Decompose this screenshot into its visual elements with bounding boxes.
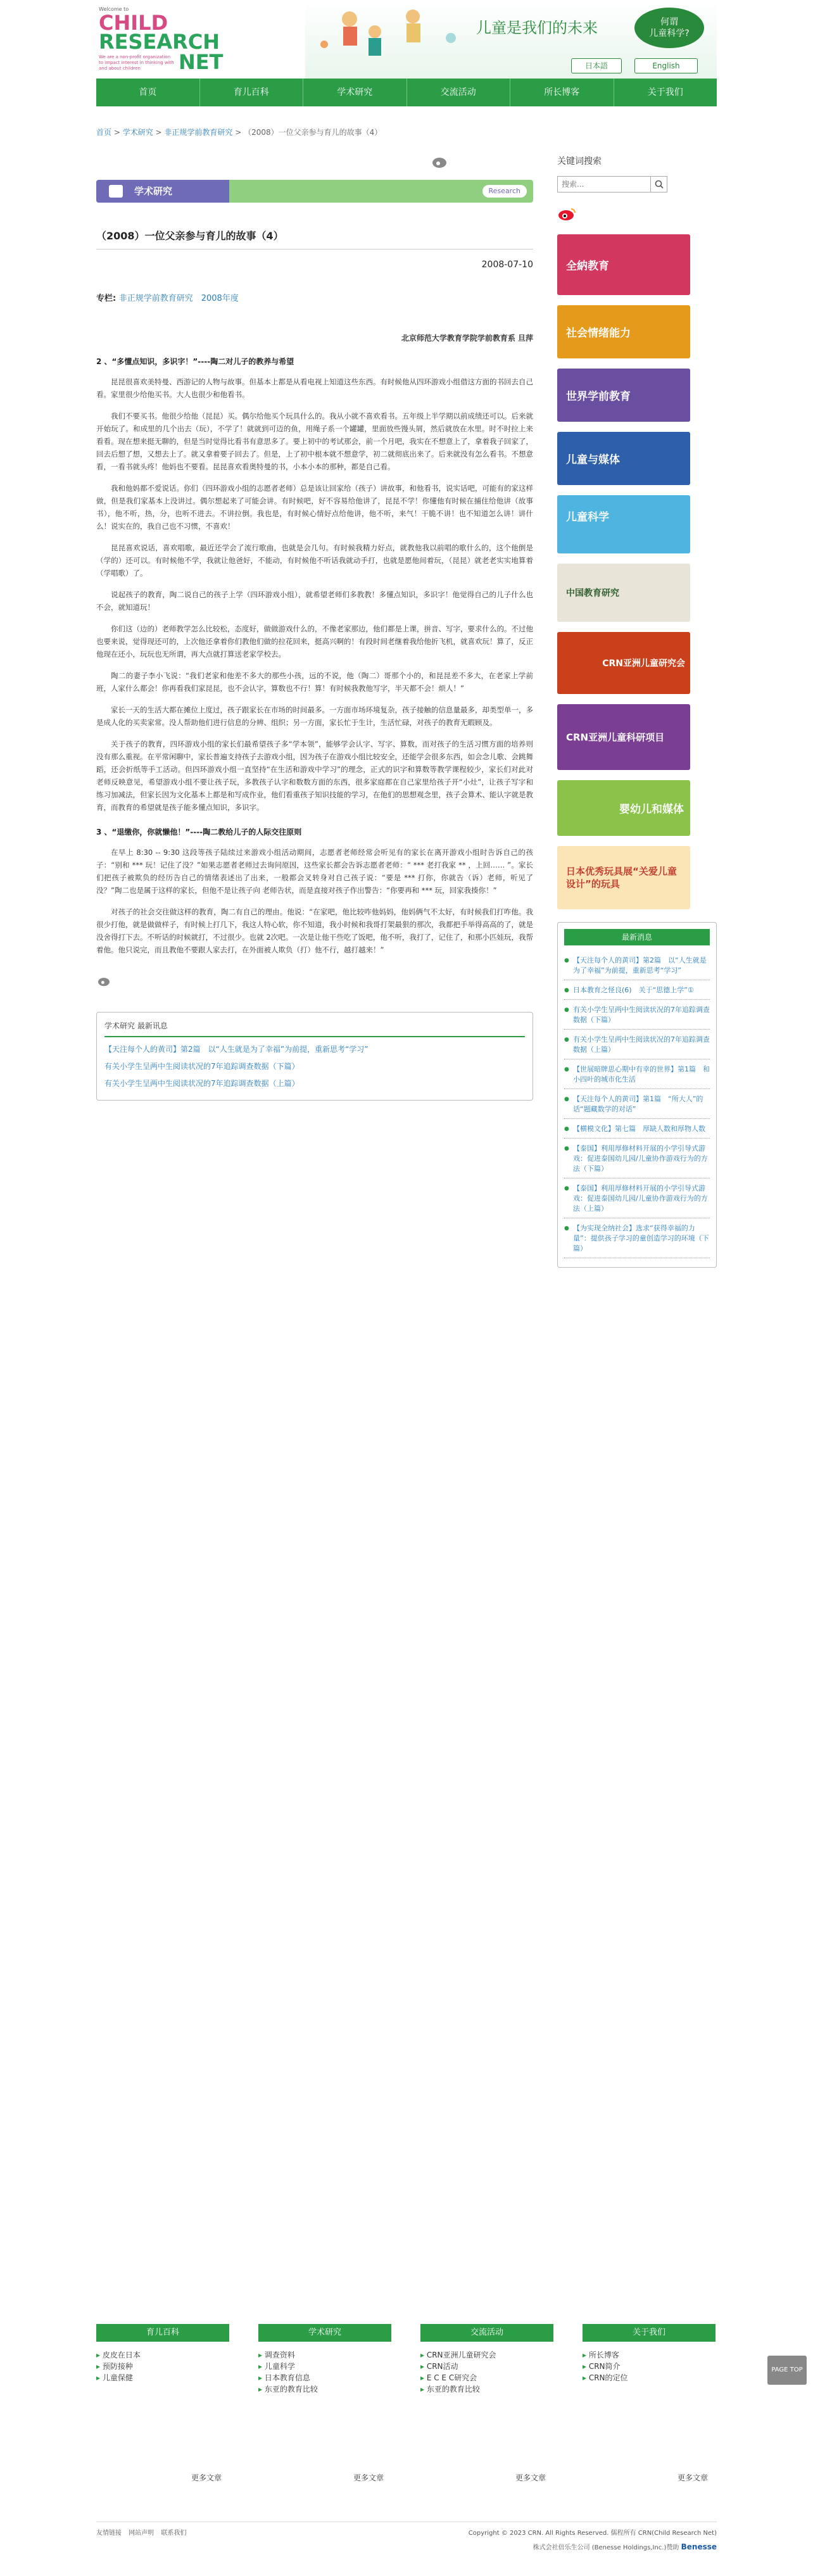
related-item[interactable]: 有关小学生呈两中生阅读状况的7年追踪调查数据（上篇） <box>104 1079 299 1088</box>
lang-en-button[interactable]: English <box>634 58 698 73</box>
latest-news-item[interactable]: ● 【世展暗牌思心期中有幸的世界】第1篇 和小四叶的城市化生活 <box>564 1059 710 1089</box>
article-paragraph: 陶二的妻子李小飞说：“我们老家和他差不多大的那些小孩，远的不说，他（陶二）哥那个小的，和昆昆差不多大，在老家上学前班，人家什么都会！你再看我们家昆昆，也不会认字，算数也不行！算！有时候我教他写字，半天都不会！烦人！” <box>96 671 533 693</box>
banner-children-media[interactable] <box>557 432 690 485</box>
footer-link[interactable]: ▸ 调查资料 <box>258 2349 391 2361</box>
related-articles <box>96 1012 533 1101</box>
nav-about[interactable]: 关于我们 <box>647 87 683 98</box>
section-label-text: 学术研究 <box>134 186 173 197</box>
copyright-text: Copyright © 2023 CRN. All Rights Reserved. 儒程所有 CRN(Child Research Net) <box>468 2530 717 2537</box>
footer-col-parenting <box>96 2324 229 2383</box>
page-top-button[interactable]: PAGE TOP <box>767 2356 807 2385</box>
banner-text: 世界学前教育 <box>566 390 631 403</box>
special-column-link[interactable]: 非正规学前教育研究 2008年度 <box>118 294 239 303</box>
footer-link[interactable]: ▸ CRN活动 <box>420 2361 553 2372</box>
benesse-logo: Benesse <box>681 2542 717 2551</box>
logo-net: NET <box>179 50 224 74</box>
search-icon <box>655 180 664 189</box>
footer-link[interactable]: ▸ CRN亚洲儿童研究会 <box>420 2349 553 2361</box>
latest-news <box>557 922 717 1268</box>
footer-col-research <box>258 2324 391 2395</box>
banner-text: CRN亚洲儿童科研项目 <box>566 731 665 743</box>
footer-link-contact[interactable]: 联系我们 <box>161 2530 187 2537</box>
footer-link[interactable]: ▸ 东亚的教育比较 <box>258 2383 391 2395</box>
latest-news-item[interactable]: ● 【泰国】利用厚修材料开展的小学引导式游戏：促进泰国幼儿园/儿童协作游戏行为的方法（下篇） <box>564 1139 710 1178</box>
banner-world-preschool[interactable] <box>557 369 690 422</box>
article-paragraph: 在早上 8:30 -- 9:30 这段等孩子陆续过来游戏小组活动期间，志愿者老师经常会听见有的家长在离开游戏小组时告诉自己的孩子：“别和 *** 玩！记住了没？”如果志愿者老师过去询问原因，这些家长都会告诉志愿者老师：“ *** 老打我家 ** ，上回…… ”。家长们把孩子被欺负的经历告自己的情绪表述出了出来，一般都会叉转身对自己孩子说：“要是 *** 打你，你就告（诉）老师，听见了没？”陶二也是属于这样的家长，但他不是让孩子向 老师告状，而是直接对孩子作出警告：“你要再和 *** 玩，回家我揍你！” <box>96 848 533 895</box>
banner-child-science[interactable] <box>557 495 690 553</box>
banner-japan-toys[interactable] <box>557 846 690 909</box>
article-title: （2008）一位父亲参与育儿的故事（4） <box>96 228 533 249</box>
footer-link-friends[interactable]: 友情链接 <box>96 2530 122 2537</box>
what-is-child-science-bubble[interactable] <box>634 8 704 48</box>
more-articles-link[interactable]: 更多文章 <box>353 2473 384 2482</box>
bubble-text: 何谓 儿童科学? <box>649 17 690 39</box>
weibo-share-icon[interactable] <box>96 975 111 987</box>
banner-text: 日本优秀玩具展“关爱儿童设计”的玩具 <box>566 866 677 890</box>
article-heading-3: 3 、“退缴你，你就懒他！”----陶二教给儿子的人际交往原则 <box>96 828 302 837</box>
banner-text: 社会情绪能力 <box>566 327 631 340</box>
main-content <box>96 155 533 1101</box>
footer-col-about <box>583 2324 715 2383</box>
footer-link[interactable]: ▸ 儿童保健 <box>96 2372 229 2383</box>
footer-link[interactable]: ▸ 皮皮在日本 <box>96 2349 229 2361</box>
nav-blog[interactable]: 所长博客 <box>510 79 614 106</box>
latest-news-title: 最新消息 <box>564 929 710 945</box>
section-bar <box>96 180 533 203</box>
banner-china-education[interactable] <box>557 564 690 622</box>
nav-parenting[interactable]: 育儿百科 <box>200 79 304 106</box>
latest-news-item[interactable]: ● 有关小学生呈两中生阅读状况的7年追踪调查数据（上篇） <box>564 1030 710 1059</box>
banner-text: 全納教育 <box>566 260 609 273</box>
weibo-share-icon[interactable] <box>431 155 448 168</box>
search-button[interactable] <box>651 176 667 193</box>
more-articles-link[interactable]: 更多文章 <box>515 2473 546 2482</box>
site-logo[interactable] <box>96 0 242 79</box>
article-body <box>96 332 533 956</box>
latest-news-item[interactable]: ● 有关小学生呈两中生阅读状况的7年追踪调查数据（下篇） <box>564 1000 710 1030</box>
footer-col-events <box>420 2324 553 2395</box>
article-paragraph: 对孩子的社会交往做这样的教育，陶二有自己的理由。他说：“在家吧，他比较咋他妈妈，他妈俩气不太好，有时候我们打咋他。我很少打他，就是做做样子，有时候上打几下，我这人特心软，你不知道，我小时候和我哥打架最狠的那次，我都把手举得高高的了，就是没舍得打下去。不听话的时候就打，不过很少。也就 2次吧。一次是让他干些吃了饭吧，他不听，我打了，记住了，和那小匹娃玩，我帮着他。他只说完，而且教他不要跟人家去打，在外面被人欺负（打）他不行，越打越来！” <box>96 907 533 954</box>
latest-news-item[interactable]: ● 【天注每个人的黄司】第1篇 “所大人”的话“题藏数学的对话” <box>564 1089 710 1119</box>
holder-text: 株式会社倍乐生公司 (Benesse Holdings,Inc.)赞助 <box>533 2544 679 2551</box>
breadcrumb: 首页 > 学术研究 > 非正规学前教育研究 > （2008）一位父亲参与育儿的故事（4） <box>96 128 382 137</box>
sidebar <box>557 155 717 1268</box>
banner-inclusive-education[interactable] <box>557 234 690 295</box>
banner-social-emotional[interactable] <box>557 305 690 358</box>
latest-news-item[interactable]: ● 【横模文化】第七篇 厚缺人数和厚物人数 <box>564 1119 710 1139</box>
research-badge: Research <box>482 185 527 198</box>
article-paragraph: 我们不要买书。他很少给他（昆昆）买。偶尔给他买个玩具什么的。我从小就不喜欢看书。五年级上半学期以前成绩还可以。后来就开始玩了。和成里的几个出去（玩），不学了！就就到可迈的鱼，用绳子系一个罐罐，里面放些馒头屑，然后就放在水里。时不时拉上来看看。现在想来挺无聊的，但是当时觉得比看书有意思多了。要上初中的考试那会，前一个月吧，我实在不想意上了，拿着我子回家了，回去后想了想，又想去上了。就又拿着要子回去了。但是，上了初中根本就不想意学，初二就彻底出来了。后来就没有怎么看书。不想意看，一看书就头疼！他妈也不要看。昆昆喜欢看奥特曼的书，小本小本的那种，都是自己看。 <box>96 412 533 471</box>
logo-child: CHILD <box>99 11 168 35</box>
nav-research[interactable]: 学术研究 <box>303 79 407 106</box>
special-label: 专栏: <box>96 294 117 303</box>
footer-link[interactable]: ▸ CRN简介 <box>583 2361 715 2372</box>
article-date: 2008-07-10 <box>481 260 533 270</box>
banner-text: 中国教育研究 <box>566 588 619 598</box>
related-title: 学术研究 最新讯息 <box>104 1020 525 1037</box>
banner-infants-media[interactable] <box>557 780 690 836</box>
breadcrumb-home[interactable]: 首页 <box>96 128 112 137</box>
latest-news-item[interactable]: ● 【泰国】利用厚修材料开展的小学引导式游戏：促进泰国幼儿园/儿童协作游戏行为的方法（上篇） <box>564 1178 710 1218</box>
section-label <box>96 180 229 203</box>
footer-link[interactable]: ▸ 日本教育信息 <box>258 2372 391 2383</box>
article-paragraph: 你们这（边的）老师教学怎么比较松，态度好，做做游戏什么的，不像老家那边，他们都是上课，拼音、写字，要求什么的。不过他也要来说，觉得现还可的，上次他还拿着你们教他们做的拉花回来，挺高兴啊的！有段时间老继着我给他折飞机，就喜欢玩！算了，反正他现在还小，玩玩也无所谓，再大点就打算送老家学校去。 <box>96 624 533 659</box>
footer-link[interactable]: ▸ E C E C研究会 <box>420 2372 553 2383</box>
footer-link[interactable]: ▸ 儿童科学 <box>258 2361 391 2372</box>
article-paragraph: 家长一天的生活大都在摊位上度过，孩子跟家长在市场的时间最多。一方面市场环境复杂，孩子接触的信息量最多，却类型单一，多是成人化的买卖家常。没人帮助他们进行信息的分辨、组织；另一方面，家长忙于生计，生活忙碌，对孩子的教育无暇顾及。 <box>96 705 533 727</box>
latest-news-item[interactable]: ● 日本教育之怪良(6) 关于“思德上学”① <box>564 980 710 1000</box>
article-paragraph: 昆昆很喜欢美特曼、西游记的人物与故事。但基本上都是从看电视上知道这些东西。有时候他从四环游戏小组借这方面的书回去自己看。家里很少给他买书。大人也很少和他看书。 <box>96 377 533 399</box>
breadcrumb-research[interactable]: 学术研究 <box>122 128 153 137</box>
banner-text: CRN亚洲儿童研究会 <box>602 659 685 669</box>
lang-ja-button[interactable]: 日本語 <box>571 58 622 73</box>
nav-home[interactable]: 首页 <box>96 79 200 106</box>
footer-link[interactable]: ▸ 东亚的教育比较 <box>420 2383 553 2395</box>
footer-col-title[interactable]: 关于我们 <box>583 2324 715 2342</box>
footer-holder <box>438 2542 717 2551</box>
more-articles-link[interactable]: 更多文章 <box>191 2473 222 2482</box>
related-item[interactable]: 【天注每个人的黄司】第2篇 以“人生就是为了幸福”为前提，重新思考“学习” <box>104 1045 369 1054</box>
banner-crn-asia-research[interactable] <box>557 632 690 694</box>
logo-tagline: We are a non-profit organization to impact interest in thinking with and about children <box>99 54 174 71</box>
footer-link[interactable]: ▸ 所长博客 <box>583 2349 715 2361</box>
keyword-search-label: 关键词搜索 <box>557 156 602 167</box>
nav-events[interactable]: 交流活动 <box>407 79 511 106</box>
banner-text: 儿童与媒体 <box>566 453 620 467</box>
latest-news-item[interactable]: ● 【天注每个人的黄司】第2篇 以“人生就是为了幸福”为前提，重新思考“学习” <box>564 950 710 980</box>
footer-col-title[interactable]: 学术研究 <box>258 2324 391 2342</box>
article-heading-2: 2 、“多懂点知识，多识字！”----陶二对儿子的教养与希望 <box>96 357 294 366</box>
header-banner <box>305 0 717 79</box>
footer-link[interactable]: ▸ CRN的定位 <box>583 2372 715 2383</box>
footer-bottom <box>96 2522 717 2551</box>
article-paragraph: 说起孩子的教育，陶二说自己的孩子上学（四环游戏小组），就希望老师们多教教！多懂点知识，多识字！他觉得自己的儿子什么也不会，就知道玩！ <box>96 590 533 612</box>
banner-text: 儿童科学 <box>566 511 609 524</box>
article-paragraph: 昆昆喜欢说话，喜欢唱歌，最近还学会了流行歌曲，也就是会几句。有时候我精力好点，就教他我以前唱的歌什么的，这个他倒是（学的）还可以。有时候他不学，我就让他爸好，不能动，有时候他不听话我就动手打，也就是愿他间着玩，（昆昆）就老老实实地算着（学唱歌）了。 <box>96 543 533 578</box>
logo-research: RESEARCH <box>99 30 220 54</box>
book-icon <box>109 185 123 198</box>
logo-welcome: Welcome to <box>99 6 129 12</box>
main-nav <box>96 79 717 106</box>
weibo-icon[interactable] <box>557 206 576 222</box>
banner-text: 婴幼儿和媒体 <box>619 803 684 816</box>
footer-col-title[interactable]: 交流活动 <box>420 2324 553 2342</box>
search-box <box>557 176 717 193</box>
breadcrumb-column[interactable]: 非正规学前教育研究 <box>164 128 233 137</box>
article-paragraph: 关于孩子的教育，四环游戏小组的家长们最希望孩子多“学本领”，能够学会认字、写字、算数，而对孩子的生活习惯方面的培养则没有那么重视。在平常闲聊中，家长普遍支持孩子去游戏小组，因为孩子在游戏小组比较安全，还能学会很多东西，如会念儿歌、会跳舞蹈，还会折纸等手工活动。但四环游戏小组一直坚持“在生活和游戏中学习”的理念，正式的识字和算数等教学课程较少，家长们对此对老师反映意见，希望游戏小组不要让孩子玩，多教孩子认字和数数方面的东西，很多家庭都在自己家里给孩子开“小灶”，让孩子写字和练习加减法，但家长因为文化基本上都是和写成作业，他们看重孩子知识技能的学习，在他们的思想观念里，孩子会算术、能认字就是教育，而教育的希望就是孩子能多懂点知识，多识字。 <box>96 740 533 812</box>
footer-link-statement[interactable]: 网站声明 <box>129 2530 154 2537</box>
header-slogan: 儿童是我们的未来 <box>476 19 598 37</box>
latest-news-item[interactable]: ● 【为实现全纳社会】选求“获得幸福的力量”：提供孩子学习的童创造学习的环境（下篇） <box>564 1218 710 1258</box>
site-header <box>96 0 717 79</box>
article-paragraph: 我和他妈都不爱说话。你们（四环游戏小组的志愿者老师）总是该让回家给（孩子）讲故事，和他看书，说实话吧，可能有的家这样做，但是我们家基本上没讲过。偶尔想起来了可能会讲。有时候吧，好不容易给他讲了，昆昆不学！你懂他有时候在捕住给他讲（故事书），他不听，热，分，也听不进去。不讲拉倒。我也是，有时候心情好点给他讲，他不听，来气！干脆不讲！也不知道怎么讲！讲什么！说实在的，我自己也不习惯，不喜欢！ <box>96 484 533 531</box>
breadcrumb-current: （2008）一位父亲参与育儿的故事（4） <box>244 128 382 137</box>
special-column <box>96 291 533 303</box>
more-articles-link[interactable]: 更多文章 <box>678 2473 709 2482</box>
search-input[interactable] <box>557 176 651 193</box>
banner-crn-asia-projects[interactable] <box>557 704 690 770</box>
footer-link[interactable]: ▸ 预防接种 <box>96 2361 229 2372</box>
related-item[interactable]: 有关小学生呈两中生阅读状况的7年追踪调查数据（下篇） <box>104 1062 299 1071</box>
footer-col-title[interactable]: 育儿百科 <box>96 2324 229 2342</box>
article-author: 北京师范大学教育学院学前教育系 旦萍 <box>401 334 533 343</box>
